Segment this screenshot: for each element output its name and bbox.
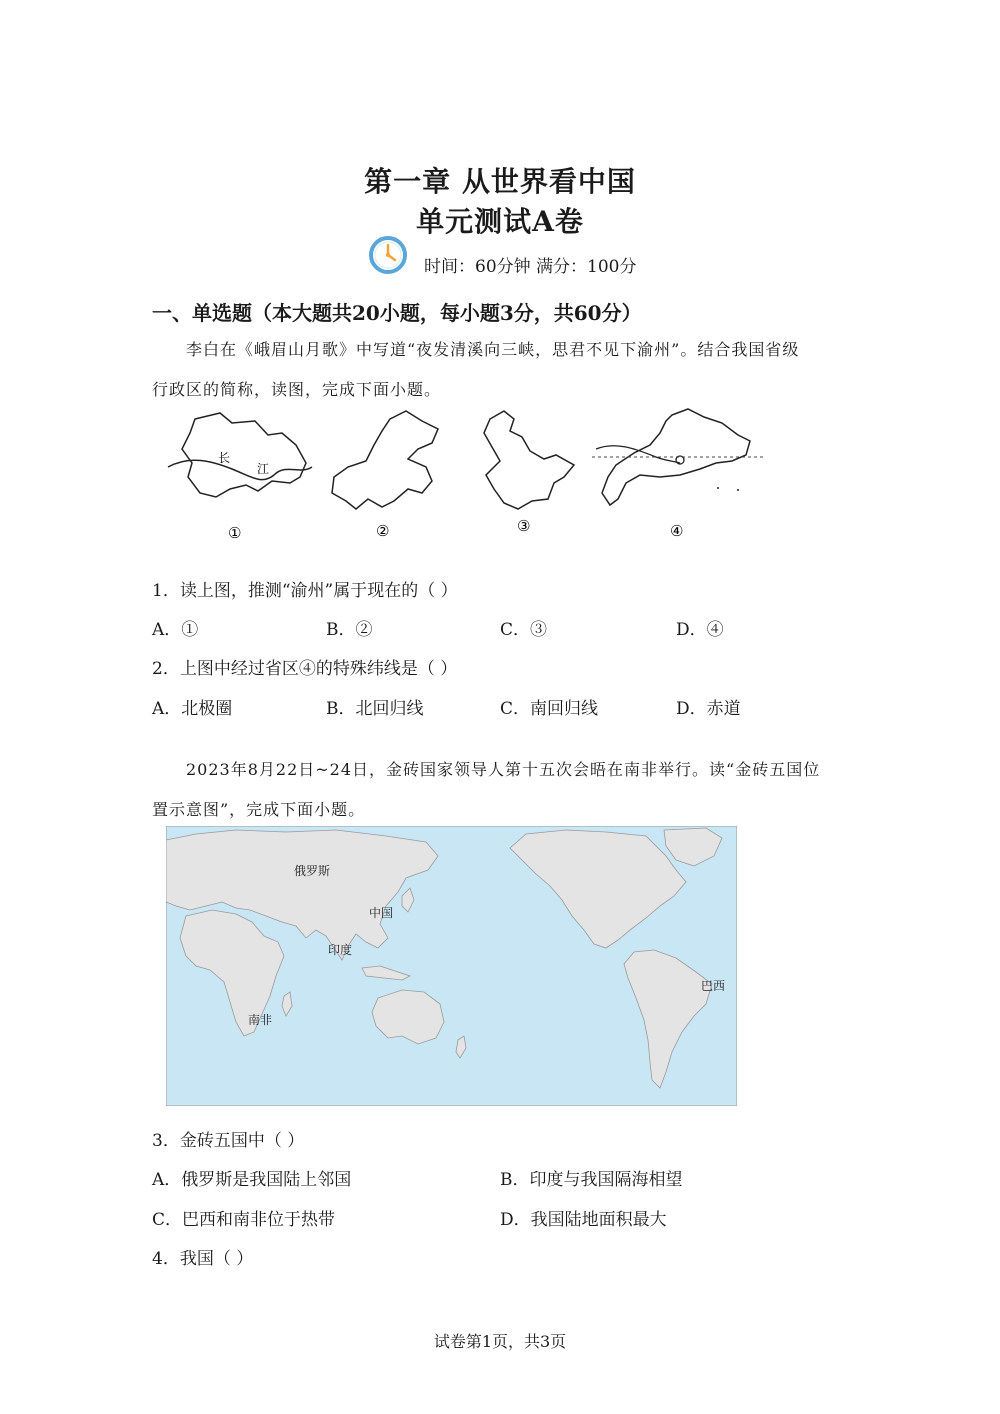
map-label-india: 印度 [328,943,353,957]
question-3-stem: 3．金砖五国中（ ） [152,1131,305,1151]
page-footer: 试卷第1页，共3页 [433,1332,567,1351]
question-4-stem: 4．我国（ ） [152,1249,254,1269]
question-1-stem: 1．读上图，推测“渝州”属于现在的（ ） [152,581,458,601]
province-outline-figure [160,405,780,550]
passage-2 [152,750,852,830]
province-outline-1 [182,413,306,497]
q2-option-b[interactable]: B．北回归线 [326,699,424,719]
q2-option-d[interactable]: D．赤道 [676,699,741,719]
brics-world-map [166,826,737,1106]
question-2-stem: 2．上图中经过省区④的特殊纬线是（ ） [152,659,458,679]
province-outline-2 [332,411,438,509]
passage-1-line-1: 李白在《峨眉山月歌》中写道“夜发清溪向三峡，思君不见下渝州”。结合我国省级 [186,340,800,359]
province-label-3: ③ [517,517,531,535]
q3-option-b[interactable]: B．印度与我国隔海相望 [500,1170,683,1190]
clock-icon [368,235,408,275]
province-label-1: ① [228,524,242,542]
paper-title: 单元测试A卷 [416,205,584,238]
province-label-4: ④ [670,522,684,540]
map-label-brazil: 巴西 [701,979,726,993]
river-pearl [596,446,680,463]
q1-option-d[interactable]: D．④ [676,620,724,640]
q1-option-a[interactable]: A．① [152,620,199,640]
section-heading: 一、单选题（本大题共20小题，每小题3分，共60分） [152,301,642,325]
passage-1-line-2: 行政区的简称，读图，完成下面小题。 [152,380,442,399]
province-label-2: ② [376,522,390,540]
province-outline-3 [484,411,574,509]
q3-option-d[interactable]: D．我国陆地面积最大 [500,1210,667,1230]
map-label-russia: 俄罗斯 [294,864,331,878]
chapter-title: 第一章 从世界看中国 [364,165,636,198]
q3-option-c[interactable]: C．巴西和南非位于热带 [152,1210,336,1230]
time-info: 时间：60分钟 满分：100分 [424,257,637,277]
map-label-china: 中国 [369,906,394,920]
passage-2-line-2: 置示意图”，完成下面小题。 [152,800,366,819]
q1-option-b[interactable]: B．② [326,620,373,640]
river-char-2: 江 [257,462,270,476]
q1-option-c[interactable]: C．③ [500,620,548,640]
passage-2-line-1: 2023年8月22日~24日，金砖国家领导人第十五次会晤在南非举行。读“金砖五国位 [186,760,821,779]
map-label-south-africa: 南非 [248,1013,273,1027]
river-char-1: 长 [218,451,231,465]
passage-1 [152,330,852,410]
q2-option-c[interactable]: C．南回归线 [500,699,599,719]
q3-option-a[interactable]: A．俄罗斯是我国陆上邻国 [152,1170,352,1190]
q2-option-a[interactable]: A．北极圈 [152,699,233,719]
